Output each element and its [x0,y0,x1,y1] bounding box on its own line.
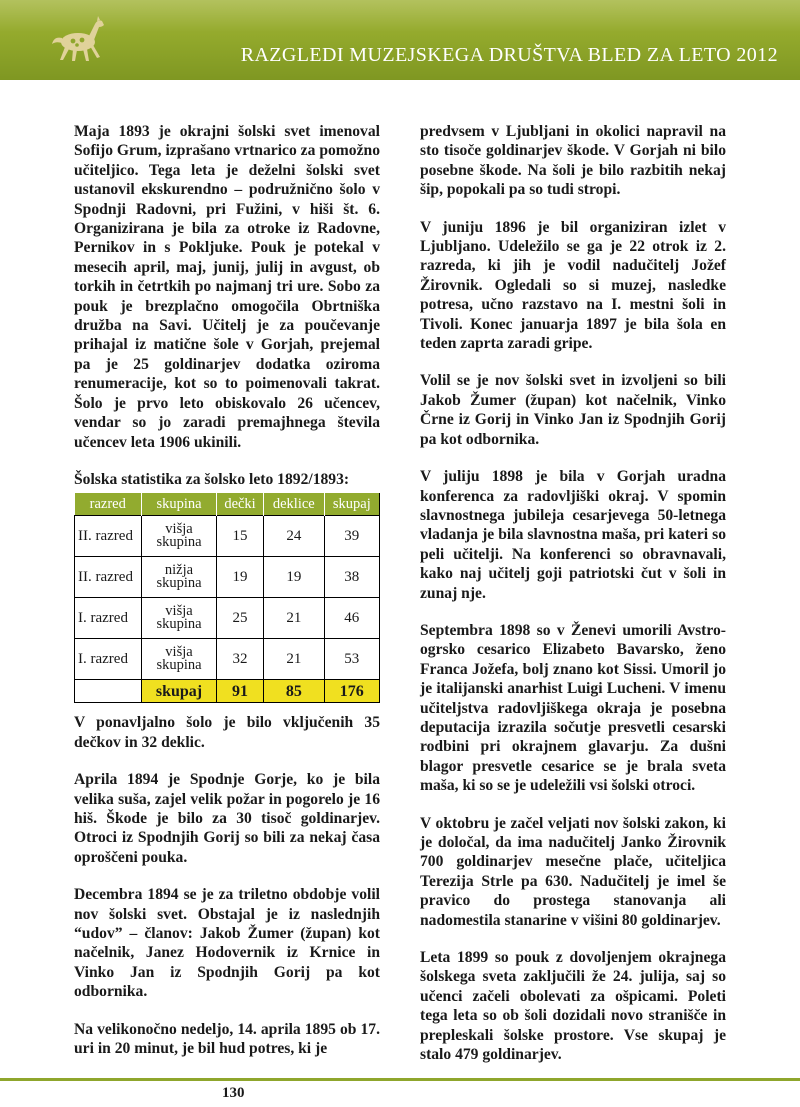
table-cell: višja skupina [142,639,217,680]
horse-icon [48,14,108,64]
table-caption: Šolska statistika za šolsko leto 1892/1893: [74,470,350,488]
table-row [75,598,380,639]
paragraph: Decembra 1894 se je za triletno obdobje volil nov šolski svet. Obstajal je iz naslednjih “udov” – članov: Jakob Žumer (župan) kot načelnik, Janez Hodovernik iz Krnice in Vinko Jan iz Spodnjih Gorij pa kot odbornika. [74,886,380,1001]
total-label: skupaj [142,680,217,703]
table-cell: 21 [264,639,325,680]
paragraph: predvsem v Ljubljani in okolici napravil na sto tisoče goldinarjev škode. V Gorjah ni bilo posebne škode. Na šoli je bilo razbitih nekaj šip, popokali pa so tudi stropi. [420,123,726,199]
column-header: skupaj [324,493,379,516]
paragraph: Leta 1899 so pouk z dovoljenjem okrajnega šolskega sveta zaključili že 24. julija, saj so učenci začeli obolevati za ošpicami. Poleti tega leta so ob šoli dozidali novo stranišče in prepleskali šolske prostore. Vse skupaj je stalo 479 goldinarjev. [420,949,726,1064]
paragraph: Aprila 1894 je Spodnje Gorje, ko je bila velika suša, zajel velik požar in pogorelo je 16 hiš. Škode je bilo za 30 tisoč goldinarjev. Otroci iz Spodnjih Gorij so bili za nekaj časa oproščeni pouka. [74,771,380,866]
table-row [75,639,380,680]
right-column [420,122,726,1082]
paragraph: Maja 1893 je okrajni šolski svet imenoval Sofijo Grum, izprašano vrtnarico za pomožno učiteljico. Tega leta je deželni šolski svet ustanovil ekskurendno – podružnično šolo v Spodnji Radovni, pri Fužini, v hiši št. 6. Organizirana je bila za otroke iz Radovne, Pernikov in s Pokljuke. Pouk je potekal v mesecih april, maj, junij, julij in avgust, ob torkih in četrtkih po najmanj tri ure. Sobo za pouk je brezplačno omogočila Obrtniška družba na Savi. Učitelj je za poučevanje prihajal iz matične šole v Gorjah, prejemal pa je 25 goldinarjev dodatka oziroma renumeracije, kot so to poimenovali takrat. Šolo je prvo leto obiskovalo 26 učencev, vendar so jo zaradi premajhnega števila učencev leta 1906 ukinili. [74,123,380,451]
table-row [75,557,380,598]
table-cell: 21 [264,598,325,639]
total-deklice: 85 [264,680,325,703]
statistics-table [74,493,380,703]
table-cell: 38 [324,557,379,598]
column-header: deklice [264,493,325,516]
table-cell: 19 [217,557,264,598]
table-cell: 46 [324,598,379,639]
table-cell: I. razred [75,639,142,680]
table-total-row [75,680,380,703]
table-cell: 19 [264,557,325,598]
paragraph: V juliju 1898 je bila v Gorjah uradna konferenca za radovljiški okraj. V spomin slavnostnega jubileja cesarjevega 50-letnega vladanja je bila slavnostna maša, pri kateri so peli učitelji. Na konferenci so obravnavali, kako naj učitelj goji patriotski čut v šoli in zunaj nje. [420,468,726,602]
table-cell: II. razred [75,516,142,557]
paragraph: V oktobru je začel veljati nov šolski zakon, ki je določal, da ima nadučitelj Janko Žirovnik 700 goldinarjev mesečne plače, učiteljica Terezija Strle pa 630. Nadučitelj je imel še pravico do prostega stanovanja ali nadomestila stanarine v višini 80 goldinarjev. [420,814,726,929]
total-skupaj: 176 [324,680,379,703]
paragraph: Na velikonočno nedeljo, 14. aprila 1895 ob 17. uri in 20 minut, je bil hud potres, ki je [74,1020,380,1057]
column-header: dečki [217,493,264,516]
table-cell: višja skupina [142,598,217,639]
page-number: 130 [222,1085,245,1101]
table-cell: 25 [217,598,264,639]
column-header: razred [75,493,142,516]
table-cell-empty [75,680,142,703]
table-cell: 39 [324,516,379,557]
paragraph: V ponavljalno šolo je bilo vključenih 35 dečkov in 32 deklic. [74,714,380,751]
table-row [75,516,380,557]
footer-divider [0,1078,800,1081]
table-cell: I. razred [75,598,142,639]
header-sheen [0,0,800,32]
total-decki: 91 [217,680,264,703]
paragraph: Volil se je nov šolski svet in izvoljeni so bili Jakob Žumer (župan) kot načelnik, Vinko Črne iz Gorij in Vinko Jan iz Spodnjih Gorij pa kot odbornika. [420,372,726,448]
paragraph: Septembra 1898 so v Ženevi umorili Avstro-ogrsko cesarico Elizabeto Bavarsko, ženo Franca Jožefa, bolj znano kot Sissi. Umoril jo je italijanski anarhist Luigi Lucheni. V imenu učiteljstva radovljiškega okraja je posebna deputacija izrazila sočutje presvetli cesarski rodbini pri okrajnem glavarju. Za dušni blagor presvetle cesarice se je brala sveta maša, ki so se je udeležili vsi šolski otroci. [420,621,726,795]
table-cell: II. razred [75,557,142,598]
table-header-row [75,493,380,516]
table-cell: nižja skupina [142,557,217,598]
paragraph: V juniju 1896 je bil organiziran izlet v Ljubljano. Udeležilo se ga je 22 otrok iz 2. razreda, ki jih je vodil nadučitelj Jožef Žirovnik. Ogledali so si muzej, nasledke potresa, učno razstavo na I. mestni šoli in Tivoli. Konec januarja 1897 je bila šola en teden zaprta zaradi gripe. [420,218,726,353]
column-header: skupina [142,493,217,516]
table-cell: višja skupina [142,516,217,557]
table-cell: 24 [264,516,325,557]
header-title: RAZGLEDI MUZEJSKEGA DRUŠTVA BLED ZA LETO 2012 [240,44,778,66]
table-cell: 15 [217,516,264,557]
page-header [0,0,800,80]
table-cell: 32 [217,639,264,680]
table-cell: 53 [324,639,379,680]
left-column [74,122,380,1076]
